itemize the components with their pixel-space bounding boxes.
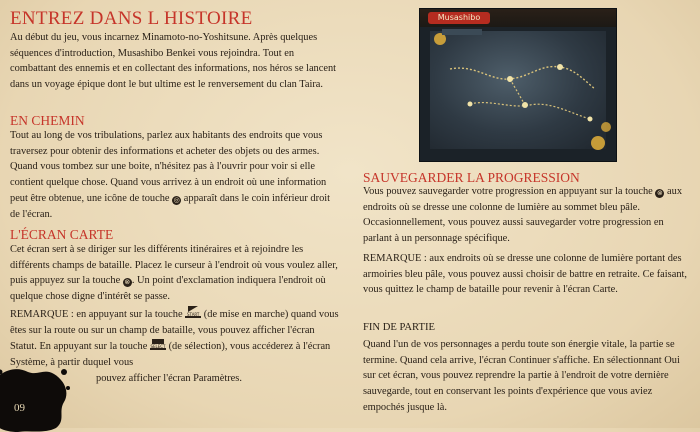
remarque-left-c: (de sélection), vous accéderez à l'écran Système, à partir duquel vous (10, 341, 331, 369)
ink-splash-decoration (0, 362, 72, 432)
section-title-fin-de-partie: FIN DE PARTIE (363, 322, 435, 333)
remarque-left-a: REMARQUE : en appuyant sur la touche (10, 309, 183, 320)
ecran-carte-paragraph (10, 242, 340, 305)
cross-button-icon: ⊗ (656, 189, 663, 197)
circle-button-icon: ◎ (173, 195, 180, 204)
start-button-label: START (187, 312, 200, 317)
intro-paragraph: Au début du jeu, vous incarnez Minamoto-no-Yoshitsune. Après quelques séquences d'introduction, Musashibo Benkei vous rejoindra. Tout en combattant des ennemis et en collectant des informations, nos héros se lancent dans un voyage épique dont le but ultime est le renversement du clan Taira. (10, 32, 337, 91)
fin-de-partie-paragraph: Quand l'un de vos personnages a perdu toute son énergie vitale, la partie se termine. Quand cela arrive, l'écran Continuer s'affiche. En sélectionnant Oui sur cet écran, vous pouvez reprendre la partie à l'endroit de votre dernière sauvegarde, tout en conservant les points d'expérience que vous aviez empochés jusque là. (363, 339, 680, 413)
en-chemin-paragraph (10, 128, 340, 222)
sauvegarder-paragraph (363, 184, 693, 247)
page-title: ENTREZ DANS L HISTOIRE (10, 8, 253, 29)
game-logo: Musashibo (428, 12, 490, 24)
remarque-left-d: pouvez afficher l'écran Paramètres. (96, 372, 242, 384)
section-title-sauvegarder: SAUVEGARDER LA PROGRESSION (363, 170, 580, 185)
remarque-left-b: (de mise en marche) quand vous êtes sur la route ou sur un champ de bataille, vous pouvez afficher l'écran Statut. En appuyant sur la touche (10, 309, 339, 353)
start-button-icon (185, 306, 201, 318)
game-map-screenshot (419, 8, 617, 162)
select-button-icon (150, 338, 166, 350)
map-route-overlay (420, 9, 616, 161)
select-button-label: SELECT (150, 344, 166, 350)
save-text-a: Vous pouvez sauvegarder votre progression en appuyant sur la touche (363, 186, 653, 197)
save-text-b: aux endroits où se dresse une colonne de lumière au sommet bleu pâle. Occasionnellement, vous pouvez aussi sauvegarder votre progression en parlant à un personnage spécifique. (363, 186, 683, 245)
cross-button-icon: ⊗ (124, 278, 131, 287)
carte-text-a: Cet écran sert à se diriger sur les différents itinéraires et à rejoindre les différents champs de bataille. Placez le curseur à l'endroit où vous voulez aller, puis appuyez sur la touche (10, 244, 338, 287)
section-title-en-chemin: EN CHEMIN (10, 113, 85, 128)
page-number: 09 (14, 402, 25, 414)
en-chemin-text-a: Tout au long de vos tribulations, parlez aux habitants des endroits que vous traversez pour obtenir des informations et acheter des objets ou des armes. Quand vous tombez sur une boite, n'hésitez pas à l'ouvrir pour voir si elle contient quelque chose. Quand vous arrivez à un endroit où une information peut être obtenue, une icône de touche (10, 130, 327, 204)
section-title-ecran-carte: L'ÉCRAN CARTE (10, 227, 114, 242)
remarque-right-paragraph: REMARQUE : aux endroits où se dresse une colonne de lumière portant des armoiries bleu pâle, vous pouvez aussi choisir de battre en retraite. Ce faisant, vous quittez le champ de bataille pour revenir à l'écran Carte. (363, 253, 688, 296)
en-chemin-text-b: apparaît dans le coin inférieur droit de l'écran. (10, 192, 331, 220)
carte-text-b: . Un point d'exclamation indiquera l'endroit où quelque chose digne d'intérêt se passe. (10, 275, 326, 303)
